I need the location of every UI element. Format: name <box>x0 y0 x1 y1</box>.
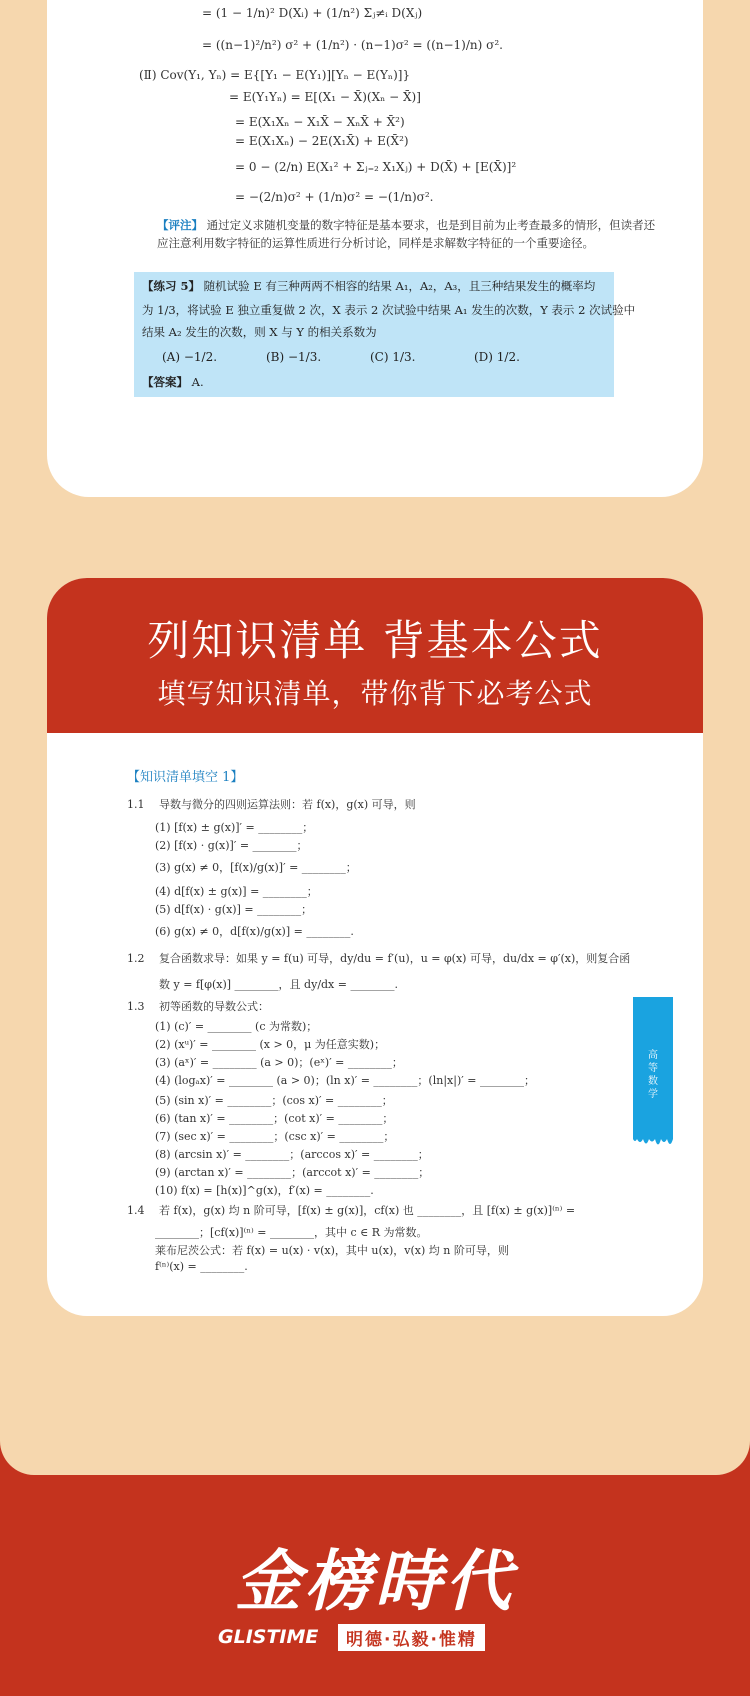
math-line-3: (Ⅱ) Cov(Y₁, Yₙ) = E{[Y₁ − E(Y₁)][Yₙ − E(Yₙ)]} <box>139 68 411 82</box>
option-a: (A) −1/2. <box>162 350 218 364</box>
math-line-8: = −(2/n)σ² + (1/n)σ² = −(1/n)σ². <box>235 190 434 204</box>
knowledge-line-text: (5) d[f(x) · g(x)] = ________； <box>155 903 313 916</box>
knowledge-line-text: (6) (tan x)′ = ________；(cot x)′ = ________； <box>155 1112 394 1125</box>
knowledge-line-text: f⁽ⁿ⁾(x) = ________. <box>155 1260 248 1273</box>
remark-tag: 【评注】 <box>157 218 203 232</box>
side-tab <box>633 997 673 1137</box>
remark-text: 通过定义求随机变量的数字特征是基本要求，也是到目前为止考查最多的情形，但读者还应注意利用数字特征的运算性质进行分析讨论，同样是求解数字特征的一个重要途径。 <box>157 218 656 250</box>
knowledge-line <box>155 883 318 899</box>
knowledge-line <box>159 976 398 992</box>
side-tab-drip <box>633 1133 673 1151</box>
knowledge-line-text: 复合函数求导：如果 y = f(u) 可导，dy/du = f′(u)，u = φ(x) 可导，du/dx = φ′(x)，则复合函 <box>159 952 631 965</box>
banner-title: 列知识清单 背基本公式 <box>147 616 603 665</box>
math-line-5: = E(X₁Xₙ − X₁X̄ − XₙX̄ + X̄²) <box>235 115 405 129</box>
exercise-box <box>134 272 636 397</box>
logo-chinese: 金榜時代 <box>235 1542 515 1620</box>
knowledge-line <box>155 859 357 875</box>
knowledge-line <box>155 1018 317 1034</box>
brand-logo <box>0 1540 750 1650</box>
math-line-6: = E(X₁Xₙ) − 2E(X₁X̄) + E(X̄²) <box>235 134 409 148</box>
knowledge-line <box>155 1164 429 1180</box>
exercise-line-3: 结果 A₂ 发生的次数，则 X 与 Y 的相关系数为 <box>142 325 377 339</box>
math-line-2: = ((n−1)²/n²) σ² + (1/n²) · (n−1)σ² = ((n−1)/n) σ². <box>202 38 503 52</box>
knowledge-line <box>155 1242 509 1258</box>
knowledge-line <box>127 1202 575 1218</box>
knowledge-line-text: (2) [f(x) · g(x)]′ = ________； <box>155 839 308 852</box>
knowledge-line-text: (3) g(x) ≠ 0，[f(x)/g(x)]′ = ________； <box>155 861 357 874</box>
solution-card <box>47 0 703 497</box>
knowledge-line <box>155 1092 393 1108</box>
knowledge-line <box>127 950 630 966</box>
knowledge-line-text: 莱布尼茨公式：若 f(x) = u(x) · v(x)，其中 u(x)，v(x) 均 n 阶可导，则 <box>155 1244 509 1257</box>
knowledge-line-text: (1) [f(x) ± g(x)]′ = ________； <box>155 821 314 834</box>
banner <box>47 578 703 733</box>
knowledge-line-text: 数 y = f[φ(x)] ________，且 dy/dx = ________. <box>159 978 398 991</box>
knowledge-line-number: 1.1 <box>127 798 145 811</box>
banner-subtitle: 填写知识清单，带你背下必考公式 <box>157 677 593 710</box>
option-d: (D) 1/2. <box>474 350 520 364</box>
knowledge-line-text: (8) (arcsin x)′ = ________；(arccos x)′ = ________； <box>155 1148 429 1161</box>
knowledge-line <box>155 901 312 917</box>
knowledge-line <box>155 1072 535 1088</box>
knowledge-line-number: 1.4 <box>127 1204 145 1217</box>
knowledge-line <box>155 1054 403 1070</box>
knowledge-line-text: (9) (arctan x)′ = ________；(arccot x)′ = ________； <box>155 1166 430 1179</box>
knowledge-line-text: (4) d[f(x) ± g(x)] = ________； <box>155 885 318 898</box>
knowledge-line <box>155 1110 393 1126</box>
knowledge-line-text: 初等函数的导数公式： <box>159 1000 269 1013</box>
knowledge-line <box>155 923 354 939</box>
knowledge-line <box>155 819 313 835</box>
knowledge-line-text: (3) (aˣ)′ = ________ (a > 0)；(eˣ)′ = ________； <box>155 1056 403 1069</box>
knowledge-line-number: 1.2 <box>127 952 145 965</box>
exercise-line-2: 为 1/3，将试验 E 独立重复做 2 次，X 表示 2 次试验中结果 A₁ 发生的次数，Y 表示 2 次试验中 <box>142 303 636 317</box>
knowledge-line-text: (7) (sec x)′ = ________；(csc x)′ = ________； <box>155 1130 395 1143</box>
knowledge-line-text: (4) (logₐx)′ = ________ (a > 0)；(ln x)′ = ________；(ln|x|)′ = ________； <box>155 1074 535 1087</box>
knowledge-line <box>155 1146 429 1162</box>
knowledge-card <box>47 578 703 1316</box>
answer-line <box>142 374 204 390</box>
knowledge-line <box>155 1128 394 1144</box>
side-tab-label: 高等数学 <box>648 1050 658 1100</box>
logo-slogan: 明德·弘毅·惟精 <box>338 1624 485 1651</box>
knowledge-line-text: (1) (c)′ = ________ (c 为常数)； <box>155 1020 318 1033</box>
math-line-4: = E(Y₁Yₙ) = E[(X₁ − X̄)(Xₙ − X̄)] <box>229 90 421 104</box>
knowledge-line <box>155 1224 428 1240</box>
knowledge-line <box>127 796 416 812</box>
knowledge-line-text: (6) g(x) ≠ 0，d[f(x)/g(x)] = ________. <box>155 925 354 938</box>
knowledge-line <box>155 1260 248 1273</box>
knowledge-line <box>127 998 269 1014</box>
knowledge-line <box>155 837 308 853</box>
math-line-7: = 0 − (2/n) E(X₁² + Σⱼ₌₂ X₁Xⱼ) + D(X̄) + [E(X̄)]² <box>235 160 517 174</box>
knowledge-line-text: (10) f(x) = [h(x)]^g(x)，f′(x) = ________. <box>155 1184 374 1197</box>
knowledge-label: 【知识清单填空 1】 <box>127 770 244 785</box>
option-b: (B) −1/3. <box>266 350 322 364</box>
exercise-tag: 【练习 5】 <box>142 279 201 293</box>
knowledge-line <box>155 1036 385 1052</box>
answer-tag: 【答案】 <box>142 375 188 389</box>
knowledge-line-text: (5) (sin x)′ = ________；(cos x)′ = ________； <box>155 1094 393 1107</box>
remark-paragraph <box>157 216 662 252</box>
answer-value: A. <box>191 375 204 389</box>
knowledge-line <box>155 1182 374 1198</box>
knowledge-line-text: 若 f(x)，g(x) 均 n 阶可导，[f(x) ± g(x)]，cf(x) 也 ________，且 [f(x) ± g(x)]⁽ⁿ⁾ = <box>159 1204 576 1217</box>
knowledge-line-number: 1.3 <box>127 1000 145 1013</box>
math-line-1: = (1 − 1/n)² D(Xᵢ) + (1/n²) Σⱼ≠ᵢ D(Xⱼ) <box>202 6 423 20</box>
knowledge-line-text: ________；[cf(x)]⁽ⁿ⁾ = ________，其中 c ∈ R 为常数。 <box>155 1226 428 1239</box>
knowledge-line-text: 导数与微分的四则运算法则：若 f(x)，g(x) 可导，则 <box>159 798 416 811</box>
logo-english: GLISTIME <box>218 1626 319 1648</box>
option-c: (C) 1/3. <box>370 350 416 364</box>
exercise-line-1: 【练习 5】 随机试验 E 有三种两两不相容的结果 A₁，A₂，A₃，且三种结果发生的概率均 <box>142 279 596 293</box>
knowledge-line-text: (2) (xᵘ)′ = ________ (x > 0，μ 为任意实数)； <box>155 1038 386 1051</box>
